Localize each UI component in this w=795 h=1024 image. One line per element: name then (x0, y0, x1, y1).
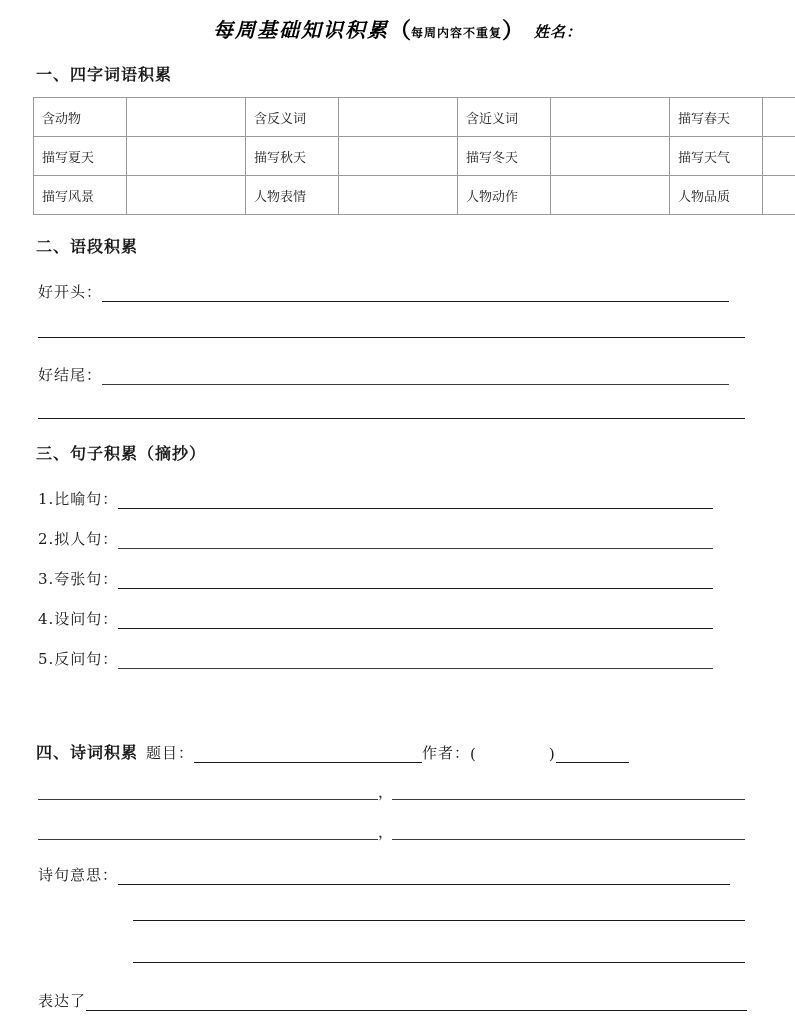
section-1-heading: 一、四字词语积累 (36, 65, 173, 84)
personification-sentence-label: 2.拟人句： (38, 530, 119, 548)
personification-sentence-row (38, 528, 713, 549)
rhetorical-question-row (38, 608, 713, 629)
table-answer-cell[interactable] (551, 176, 670, 215)
poem-author-blank[interactable] (477, 748, 549, 763)
section-3-heading: 三、句子积累（摘抄） (36, 444, 207, 463)
table-answer-cell[interactable] (127, 176, 246, 215)
table-answer-cell[interactable] (763, 137, 795, 176)
expression-label: 表达了 (38, 992, 87, 1010)
expression-row (38, 990, 747, 1011)
poem-meaning-blank-line-2[interactable] (133, 920, 745, 921)
section-4-heading: 四、诗词积累 (36, 743, 139, 762)
poem-meaning-label: 诗句意思： (38, 866, 119, 884)
page-title (0, 14, 795, 45)
table-label-cell: 人物品质 (670, 176, 763, 215)
table-row (34, 98, 795, 137)
good-opening-label: 好开头： (38, 283, 103, 301)
table-label-cell: 描写春天 (670, 98, 763, 137)
good-ending-row (38, 364, 729, 385)
poem-title-blank[interactable] (194, 747, 422, 763)
table-answer-cell[interactable] (339, 98, 458, 137)
poem-line-2-row (38, 822, 745, 840)
simile-sentence-label: 1.比喻句： (38, 490, 119, 508)
hyperbole-sentence-row (38, 568, 713, 589)
poem-meaning-row (38, 864, 730, 885)
poem-line-1-part-a[interactable] (38, 784, 378, 800)
poem-line-1-row (38, 782, 745, 800)
table-label-cell: 人物表情 (246, 176, 339, 215)
title-paren-close: ） (502, 19, 525, 44)
poem-line-2-part-a[interactable] (38, 824, 378, 840)
poem-author-paren-close: ) (548, 745, 556, 763)
title-main-text: 每周基础知识积累 (212, 18, 389, 42)
four-character-word-table (33, 97, 795, 215)
expression-blank[interactable] (86, 995, 747, 1011)
poem-author-trailing-blank[interactable] (556, 747, 629, 763)
student-name-label: 姓名： (534, 23, 583, 41)
table-label-cell: 人物动作 (458, 176, 551, 215)
table-answer-cell[interactable] (127, 137, 246, 176)
poem-title-label: 题目： (146, 744, 195, 762)
personification-sentence-blank[interactable] (118, 533, 713, 549)
reverse-question-row (38, 648, 713, 669)
section-2-heading: 二、语段积累 (36, 237, 139, 256)
table-answer-cell[interactable] (551, 98, 670, 137)
good-opening-row (38, 281, 729, 302)
good-ending-label: 好结尾： (38, 366, 103, 384)
table-row (34, 176, 795, 215)
table-answer-cell[interactable] (339, 137, 458, 176)
rhetorical-question-label: 4.设问句： (38, 610, 119, 628)
poem-meaning-blank-line-1[interactable] (118, 869, 730, 885)
table-label-cell: 描写夏天 (34, 137, 127, 176)
reverse-question-blank[interactable] (118, 653, 713, 669)
good-ending-blank-line-2[interactable] (38, 418, 745, 419)
table-answer-cell[interactable] (763, 98, 795, 137)
table-label-cell: 描写风景 (34, 176, 127, 215)
hyperbole-sentence-label: 3.夸张句： (38, 570, 119, 588)
table-label-cell: 含近义词 (458, 98, 551, 137)
good-opening-blank[interactable] (102, 286, 729, 302)
table-answer-cell[interactable] (551, 137, 670, 176)
good-ending-blank[interactable] (102, 369, 729, 385)
section-4-row (36, 740, 629, 763)
table-label-cell: 描写冬天 (458, 137, 551, 176)
table-answer-cell[interactable] (763, 176, 795, 215)
table-label-cell: 含反义词 (246, 98, 339, 137)
good-opening-blank-line-2[interactable] (38, 337, 745, 338)
hyperbole-sentence-blank[interactable] (118, 573, 713, 589)
simile-sentence-row (38, 488, 713, 509)
table-label-cell: 描写天气 (670, 137, 763, 176)
rhetorical-question-blank[interactable] (118, 613, 713, 629)
poem-line-2-comma: ， (378, 823, 394, 841)
poem-author-label: 作者： (422, 744, 471, 762)
simile-sentence-blank[interactable] (118, 493, 713, 509)
table-label-cell: 含动物 (34, 98, 127, 137)
poem-meaning-blank-line-3[interactable] (133, 962, 745, 963)
poem-author-paren-open: ( (470, 745, 477, 763)
reverse-question-label: 5.反问句： (38, 650, 119, 668)
poem-line-2-part-b[interactable] (392, 824, 745, 840)
table-row (34, 137, 795, 176)
poem-line-1-part-b[interactable] (392, 784, 745, 800)
title-paren-open: （ (388, 19, 411, 44)
table-answer-cell[interactable] (127, 98, 246, 137)
table-answer-cell[interactable] (339, 176, 458, 215)
title-subtitle-text: 每周内容不重复 (410, 26, 502, 40)
poem-line-1-comma: ， (378, 783, 394, 801)
table-label-cell: 描写秋天 (246, 137, 339, 176)
